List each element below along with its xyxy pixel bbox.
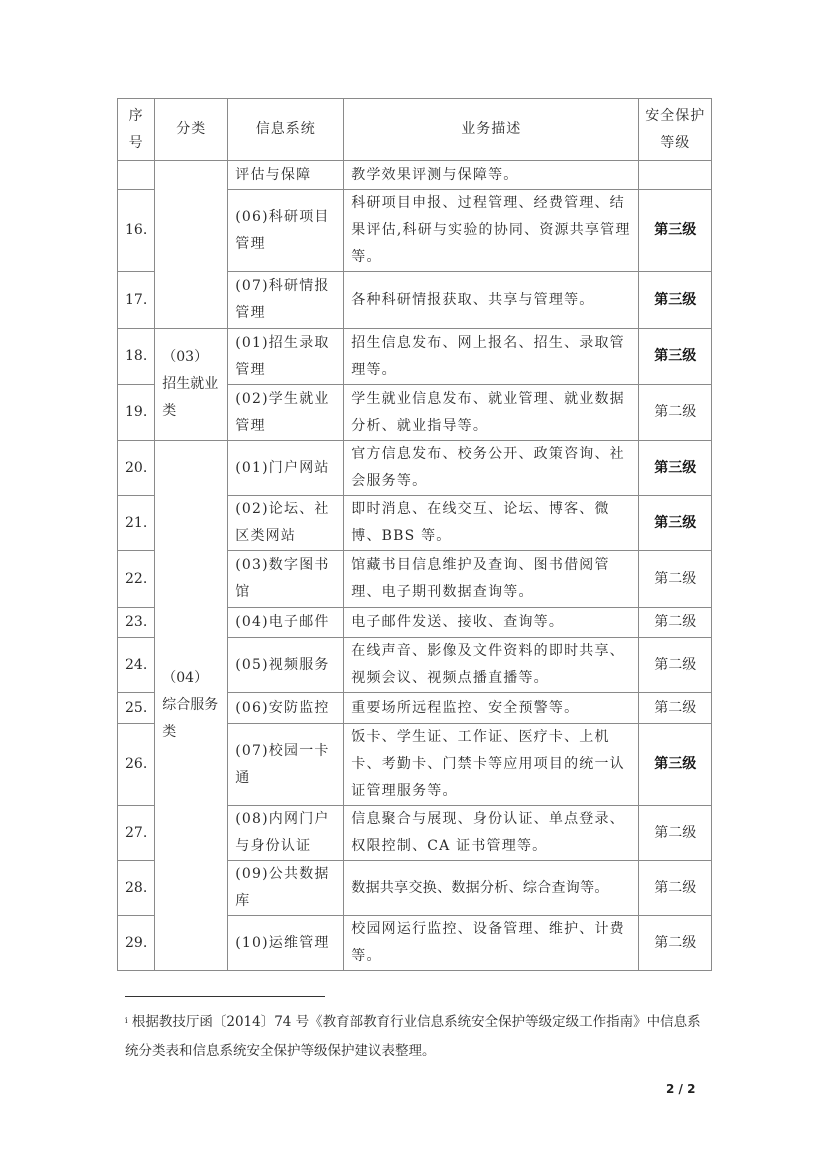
row-description: 馆藏书目信息维护及查询、图书借阅管理、电子期刊数据查询等。 <box>344 551 639 608</box>
row-level: 第三级 <box>639 329 712 385</box>
row-description: 电子邮件发送、接收、查询等。 <box>344 608 639 638</box>
row-level: 第二级 <box>639 806 712 861</box>
footnote-text: 根据教技厅函〔2014〕74 号《教育部教育行业信息系统安全保护等级定级工作指南》中信息系统分类表和信息系统安全保护等级保护建议表整理。 <box>125 1014 701 1059</box>
row-index: 16. <box>118 190 155 272</box>
footnote-separator <box>125 996 325 997</box>
row-index: 22. <box>118 551 155 608</box>
row-description: 在线声音、影像及文件资料的即时共享、视频会议、视频点播直播等。 <box>344 638 639 693</box>
row-description: 招生信息发布、网上报名、招生、录取管理等。 <box>344 329 639 385</box>
category-cell-continued <box>155 161 228 329</box>
table-header-row <box>118 99 712 161</box>
header-category: 分类 <box>155 99 228 161</box>
row-description: 各种科研情报获取、共享与管理等。 <box>344 272 639 329</box>
row-description: 饭卡、学生证、工作证、医疗卡、上机卡、考勤卡、门禁卡等应用项目的统一认证管理服务等。 <box>344 724 639 806</box>
row-system: (10)运维管理 <box>228 916 344 971</box>
row-system: (02)论坛、社区类网站 <box>228 496 344 551</box>
row-system: (06)安防监控 <box>228 693 344 724</box>
row-index: 18. <box>118 329 155 385</box>
row-index: 17. <box>118 272 155 329</box>
category-cell-04: （04）综合服务类 <box>155 441 228 971</box>
row-system: (06)科研项目管理 <box>228 190 344 272</box>
footnote <box>125 1008 705 1066</box>
row-system: (02)学生就业管理 <box>228 385 344 441</box>
row-system: (04)电子邮件 <box>228 608 344 638</box>
row-index: 27. <box>118 806 155 861</box>
row-level: 第三级 <box>639 441 712 496</box>
row-level: 第三级 <box>639 724 712 806</box>
header-system: 信息系统 <box>228 99 344 161</box>
row-system: (01)招生录取管理 <box>228 329 344 385</box>
table-row <box>118 441 712 496</box>
row-system: (08)内网门户与身份认证 <box>228 806 344 861</box>
row-level: 第二级 <box>639 861 712 916</box>
category-cell-03: （03）招生就业类 <box>155 329 228 441</box>
info-system-table <box>117 98 712 971</box>
row-level: 第二级 <box>639 693 712 724</box>
row-description: 官方信息发布、校务公开、政策咨询、社会服务等。 <box>344 441 639 496</box>
row-system: (05)视频服务 <box>228 638 344 693</box>
row-index: 25. <box>118 693 155 724</box>
table-row <box>118 329 712 385</box>
row-system: 评估与保障 <box>228 161 344 190</box>
row-system: (09)公共数据库 <box>228 861 344 916</box>
header-description: 业务描述 <box>344 99 639 161</box>
header-level: 安全保护等级 <box>639 99 712 161</box>
row-level: 第二级 <box>639 638 712 693</box>
row-description: 学生就业信息发布、就业管理、就业数据分析、就业指导等。 <box>344 385 639 441</box>
row-index: 26. <box>118 724 155 806</box>
row-system: (07)校园一卡通 <box>228 724 344 806</box>
row-system: (03)数字图书馆 <box>228 551 344 608</box>
footnote-marker: i <box>125 1016 128 1025</box>
row-description: 信息聚合与展现、身份认证、单点登录、权限控制、CA 证书管理等。 <box>344 806 639 861</box>
row-description: 即时消息、在线交互、论坛、博客、微博、BBS 等。 <box>344 496 639 551</box>
row-index: 21. <box>118 496 155 551</box>
row-level <box>639 161 712 190</box>
row-description: 数据共享交换、数据分析、综合查询等。 <box>344 861 639 916</box>
page-number: 2 / 2 <box>666 1082 696 1096</box>
row-level: 第三级 <box>639 190 712 272</box>
row-index: 24. <box>118 638 155 693</box>
table-row <box>118 161 712 190</box>
row-index: 29. <box>118 916 155 971</box>
row-level: 第三级 <box>639 272 712 329</box>
row-system: (01)门户网站 <box>228 441 344 496</box>
row-level: 第三级 <box>639 496 712 551</box>
row-index: 28. <box>118 861 155 916</box>
row-description: 重要场所远程监控、安全预警等。 <box>344 693 639 724</box>
row-level: 第二级 <box>639 916 712 971</box>
row-index: 20. <box>118 441 155 496</box>
row-index <box>118 161 155 190</box>
row-level: 第二级 <box>639 608 712 638</box>
row-system: (07)科研情报管理 <box>228 272 344 329</box>
row-description: 校园网运行监控、设备管理、维护、计费等。 <box>344 916 639 971</box>
row-index: 19. <box>118 385 155 441</box>
header-index: 序号 <box>118 99 155 161</box>
row-index: 23. <box>118 608 155 638</box>
row-level: 第二级 <box>639 551 712 608</box>
row-description: 教学效果评测与保障等。 <box>344 161 639 190</box>
row-level: 第二级 <box>639 385 712 441</box>
row-description: 科研项目申报、过程管理、经费管理、结果评估,科研与实验的协同、资源共享管理等。 <box>344 190 639 272</box>
